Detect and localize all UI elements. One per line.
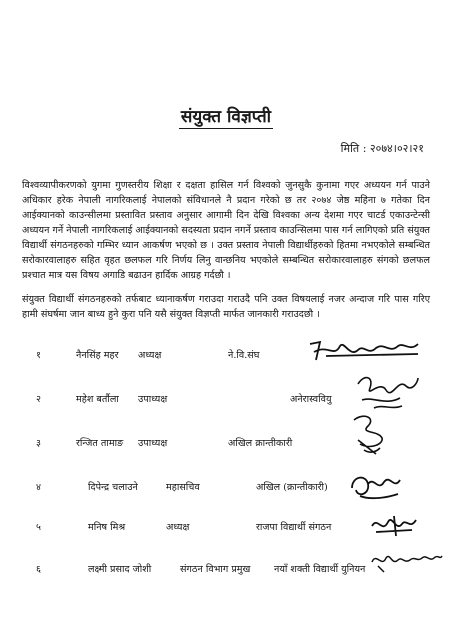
signatory-post: अध्यक्ष xyxy=(138,350,162,361)
signatory-row xyxy=(0,476,452,502)
signature-mark xyxy=(368,548,444,574)
signature-mark xyxy=(352,370,422,414)
signatory-row xyxy=(0,432,452,458)
signatory-post: महासचिव xyxy=(166,482,200,493)
paragraph-closing: संयुक्त विद्यार्थी संगठनहरुको तर्फबाट ध्यानाकर्षण गराउदा गराउदै पनि उक्त विषयलाई नजर अन्दाज गरि पास गरिए हामी संघर्षमा जान बाध्य हुने कुरा पनि यसै संयुक्त विज्ञप्ती मार्फत जानकारी गराउदछौ । xyxy=(22,294,430,320)
signatory-row xyxy=(0,516,452,542)
signatory-row xyxy=(0,558,452,584)
signatory-name: दिपेन्द्र चलाउने xyxy=(88,482,138,493)
signatory-post: अध्यक्ष xyxy=(166,522,190,533)
signatory-row xyxy=(0,344,452,370)
signatory-org: अखिल क्रान्तीकारी xyxy=(228,438,293,449)
signature-mark xyxy=(368,510,418,540)
signatory-post: संगठन विभाग प्रमुख xyxy=(180,564,251,575)
signature-mark xyxy=(306,334,430,366)
paragraph-main: विश्वव्यापीकरणको युगमा गुणस्तरीय शिक्षा र दक्षता हासिल गर्न विश्वको जुनसुकै कुनामा गएर अध्ययन गर्न पाउने अधिकार हरेक नेपाली नागरिकलाई नेपालको संविधानले नै प्रदान गरेको छ तर २०७४ जेष्ठ महिना ७ गतेका दिन आईक्यानको काउन्सीलमा प्रस्तावित प्रस्ताव अनुसार आगामी दिन देखि विश्वका अन्य देशमा गएर चाटर्ड एकाउन्टेन्सी अध्ययन गर्ने नेपाली नागरिकलाई आईक्यानको सदस्यता प्रदान नगर्ने प्रस्ताव काउन्सिलमा पास गर्न लागिएको प्रति संयुक्त विद्यार्थी संगठनहरुको गम्भिर ध्यान आकर्षण भएको छ । उक्त प्रस्ताव नेपाली विद्यार्थीहरुको हितमा नभएकोले सम्बन्धित सरोकारवालाहरु सहित वृहत छलफल गरि निर्णय लिनु वान्छनिय भएकोले सम्बन्धित सरोकारवालाहरु संगको छलफल प्रश्चात मात्र यस विषय अगाडि बढाउन हार्दिक आग्रह गर्दछौ । xyxy=(22,180,430,281)
signatory-post: उपाध्यक्ष xyxy=(138,394,168,405)
signatory-org: अनेरास्ववियु xyxy=(290,394,332,405)
signatory-number: ५ xyxy=(36,522,41,533)
signatory-org: ने.वि.संघ xyxy=(228,350,260,361)
signature-mark xyxy=(346,410,390,460)
signatory-org: राजपा विद्यार्थी संगठन xyxy=(256,522,332,533)
signatory-name: मनिष मिश्र xyxy=(88,522,126,533)
signatory-name: नैनसिंह महर xyxy=(76,350,119,361)
signature-mark xyxy=(346,468,406,504)
signatory-name: लक्ष्मी प्रसाद जोशी xyxy=(88,564,152,575)
signatory-number: ६ xyxy=(36,564,41,575)
signatory-number: २ xyxy=(36,394,41,405)
signatory-post: उपाध्यक्ष xyxy=(138,438,168,449)
document-title: संयुक्त विज्ञप्ती xyxy=(180,107,272,127)
signatory-number: ४ xyxy=(36,482,41,493)
signatory-name: रन्जित तामाङ xyxy=(76,438,124,449)
signatory-org: अखिल (क्रान्तीकारी) xyxy=(256,482,328,493)
signatory-name: महेश बर्तौला xyxy=(76,394,119,405)
signatory-number: ३ xyxy=(36,438,41,449)
signatory-number: १ xyxy=(36,350,41,361)
signatory-org-last: नयाँ शक्ती विद्यार्थी युनियन xyxy=(274,564,366,575)
document-date: मिति : २०७४।०२।२१ xyxy=(340,142,424,155)
